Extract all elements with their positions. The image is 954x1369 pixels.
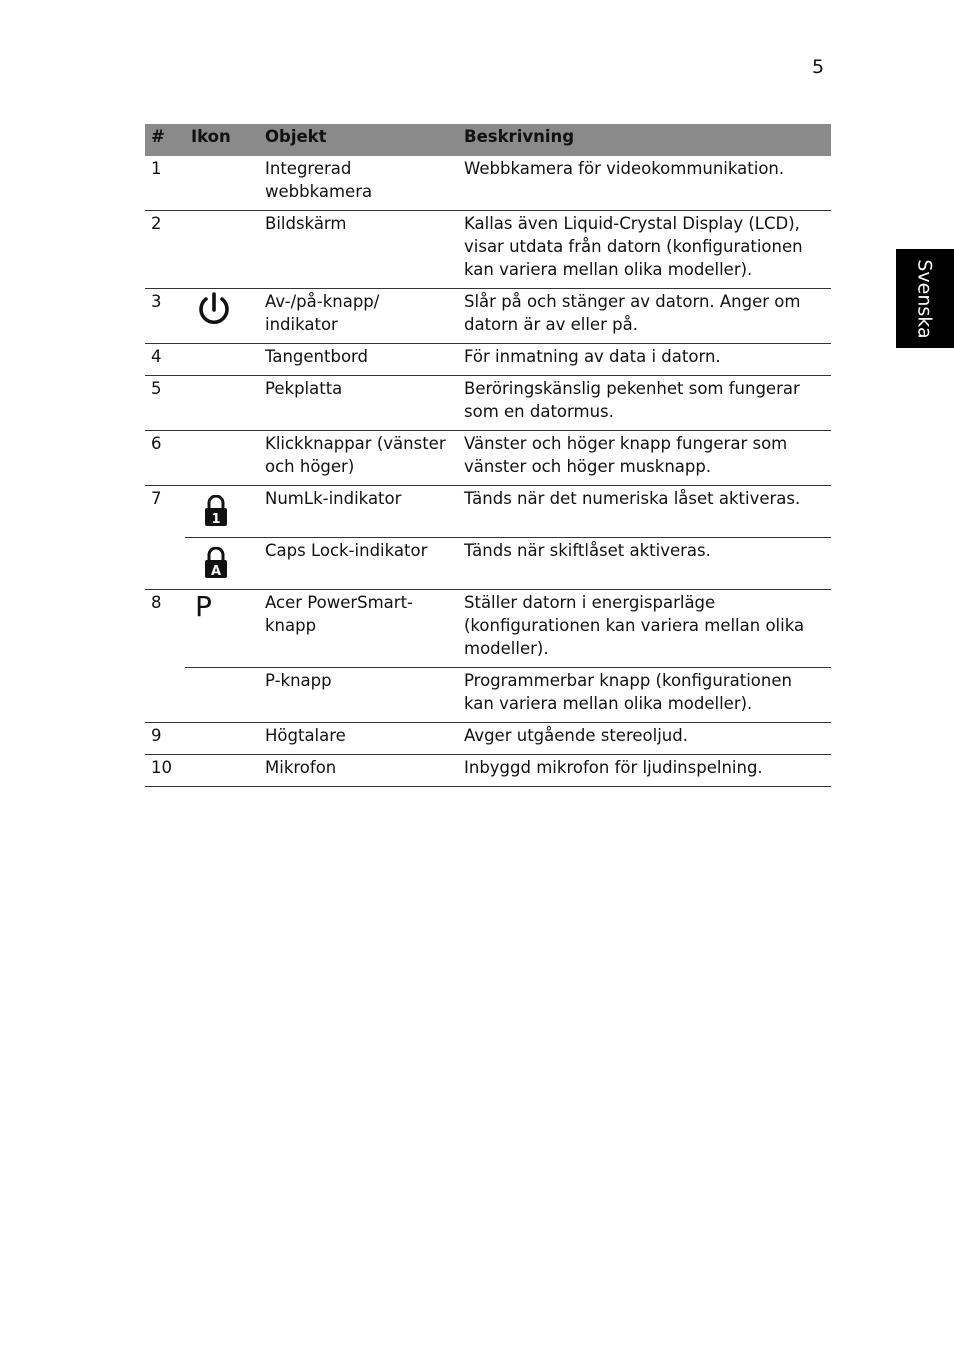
row-object: Tangentbord <box>259 344 458 376</box>
row-icon <box>185 538 259 590</box>
row-num: 4 <box>145 344 185 376</box>
header-object: Objekt <box>259 124 458 156</box>
row-description: Ställer datorn i energisparläge (konfigurationen kan variera mellan olika modeller). <box>458 590 831 668</box>
row-description: Slår på och stänger av datorn. Anger om datorn är av eller på. <box>458 289 831 344</box>
row-object: Caps Lock-indikator <box>259 538 458 590</box>
row-description: Tänds när skiftlåset aktiveras. <box>458 538 831 590</box>
table-row <box>145 538 831 590</box>
numlock-icon <box>203 495 229 527</box>
capslock-icon <box>203 547 229 579</box>
table-row <box>145 723 831 755</box>
header-description: Beskrivning <box>458 124 831 156</box>
table-row <box>145 590 831 668</box>
row-object: NumLk-indikator <box>259 486 458 538</box>
row-description: Avger utgående stereoljud. <box>458 723 831 755</box>
language-tab-label: Svenska <box>914 258 936 339</box>
row-object: P-knapp <box>259 668 458 723</box>
table-row <box>145 431 831 486</box>
row-num: 7 <box>145 486 185 590</box>
language-tab <box>896 249 954 348</box>
row-num: 2 <box>145 211 185 289</box>
row-num: 9 <box>145 723 185 755</box>
row-icon <box>185 590 259 668</box>
svg-text:P: P <box>195 591 212 621</box>
row-num: 10 <box>145 755 185 787</box>
table-row <box>145 344 831 376</box>
row-icon <box>185 376 259 431</box>
row-num: 5 <box>145 376 185 431</box>
row-num: 6 <box>145 431 185 486</box>
header-icon: Ikon <box>185 124 259 156</box>
row-object: Bildskärm <box>259 211 458 289</box>
components-table <box>145 124 831 787</box>
row-icon <box>185 486 259 538</box>
row-description: Inbyggd mikrofon för ljudinspelning. <box>458 755 831 787</box>
row-icon <box>185 668 259 723</box>
row-num: 8 <box>145 590 185 723</box>
row-object: Högtalare <box>259 723 458 755</box>
row-object: Integrerad webbkamera <box>259 156 458 211</box>
row-icon <box>185 344 259 376</box>
row-icon <box>185 289 259 344</box>
row-description: Kallas även Liquid-Crystal Display (LCD), visar utdata från datorn (konfigurationen kan variera mellan olika modeller). <box>458 211 831 289</box>
table-row <box>145 376 831 431</box>
table-row <box>145 668 831 723</box>
row-icon <box>185 755 259 787</box>
row-description: Webbkamera för videokommunikation. <box>458 156 831 211</box>
table-row <box>145 211 831 289</box>
row-icon <box>185 156 259 211</box>
table-row <box>145 486 831 538</box>
row-object: Av-/på-knapp/ indikator <box>259 289 458 344</box>
row-object: Mikrofon <box>259 755 458 787</box>
row-object: Acer PowerSmart-knapp <box>259 590 458 668</box>
row-object: Klickknappar (vänster och höger) <box>259 431 458 486</box>
row-icon <box>185 723 259 755</box>
row-object: Pekplatta <box>259 376 458 431</box>
row-description: Tänds när det numeriska låset aktiveras. <box>458 486 831 538</box>
row-description: Beröringskänslig pekenhet som fungerar som en datormus. <box>458 376 831 431</box>
row-num: 1 <box>145 156 185 211</box>
row-description: För inmatning av data i datorn. <box>458 344 831 376</box>
row-icon <box>185 431 259 486</box>
table-row <box>145 755 831 787</box>
table-row <box>145 289 831 344</box>
table-header-row <box>145 124 831 156</box>
header-num: # <box>145 124 185 156</box>
power-icon <box>194 290 234 330</box>
row-description: Vänster och höger knapp fungerar som vänster och höger musknapp. <box>458 431 831 486</box>
table-row <box>145 156 831 211</box>
powersmart-p-icon <box>193 591 217 621</box>
row-description: Programmerbar knapp (konfigurationen kan variera mellan olika modeller). <box>458 668 831 723</box>
row-num: 3 <box>145 289 185 344</box>
svg-text:A: A <box>210 564 222 579</box>
svg-text:1: 1 <box>211 512 221 527</box>
page-number: 5 <box>812 56 825 78</box>
row-icon <box>185 211 259 289</box>
